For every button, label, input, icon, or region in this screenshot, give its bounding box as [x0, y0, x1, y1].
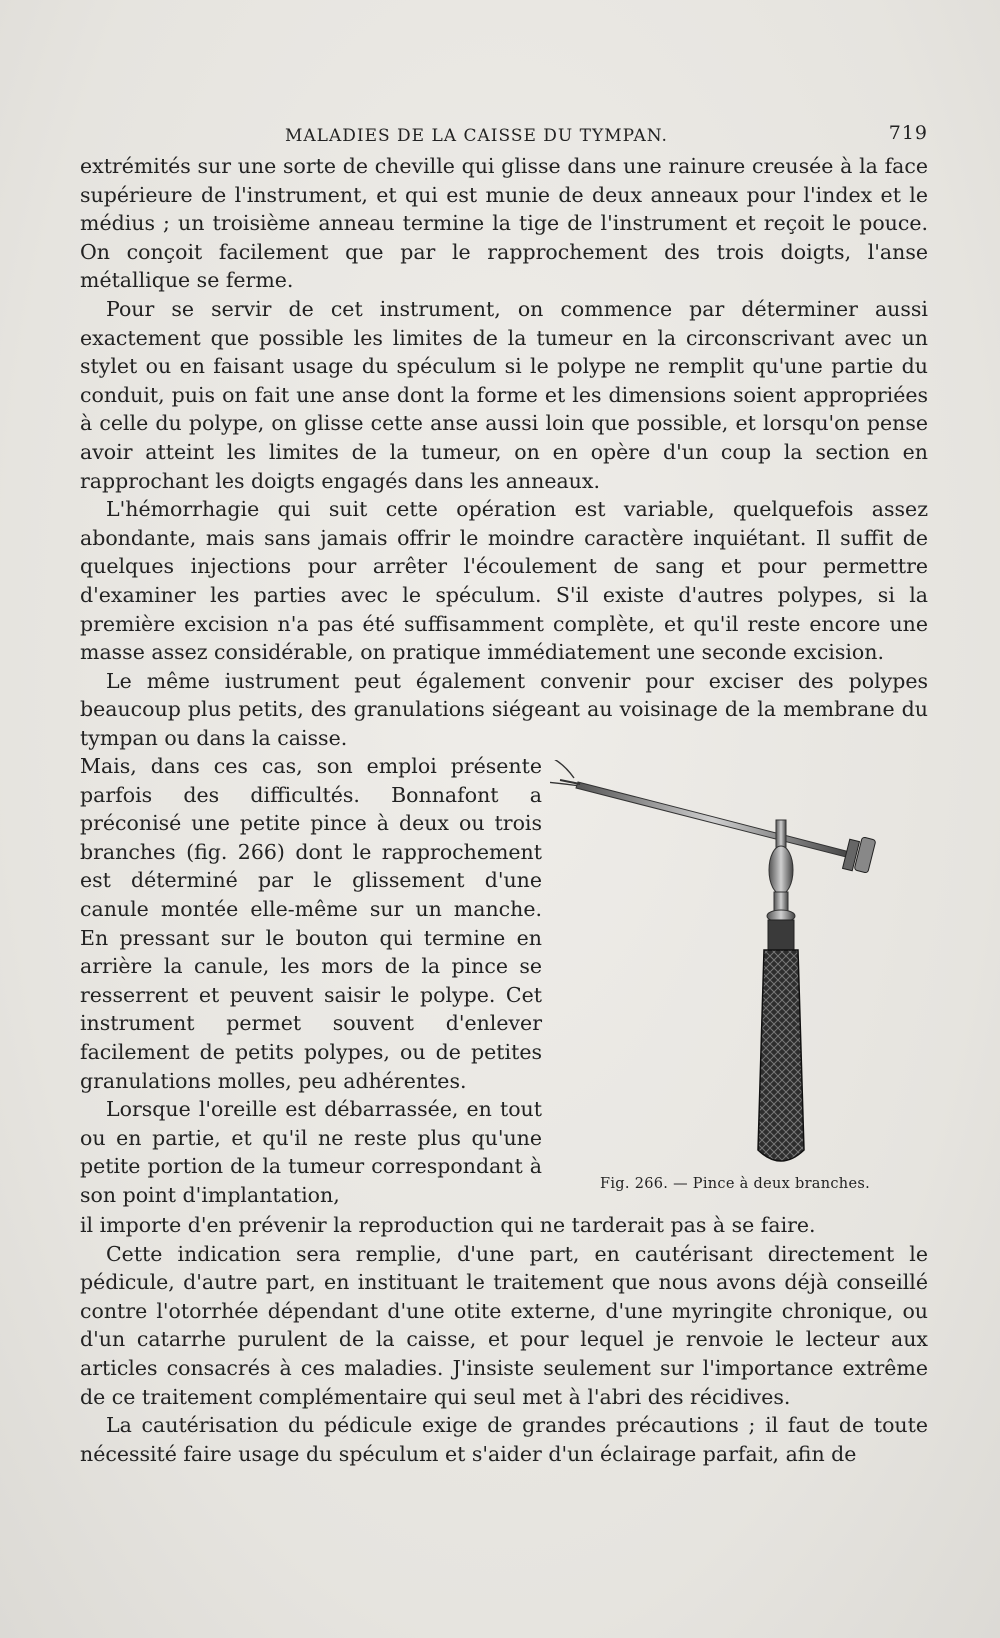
paragraph: L'hémorrhagie qui suit cette opération est variable, quelquefois assez abondante, mais sans jamais offrir le moindre caractère inquiétant. Il suffit de quelques injections pour arrêter l'écoulement de sang et pour permettre d'examiner les parties avec le spéculum. S'il existe d'autres polypes, si la première excision n'a pas été suffisamment complète, et qu'il reste encore une masse assez considérable, on pratique immédiatement une seconde excision.: [80, 497, 928, 665]
paragraph: Mais, dans ces cas, son emploi présente parfois des difficultés. Bonnafont a préconisé une petite pince à deux ou trois branches (fig. 266) dont le rapprochement est déterminé par le glissement d'une canule montée elle-même sur un manche. En pressant sur le bouton qui termine en arrière la canule, les mors de la pince se resserrent et peuvent saisir le polype. Cet instrument permet souvent d'enlever facilement de petits polypes, ou de petites granulations molles, peu adhérentes.: [80, 754, 542, 1093]
paragraph: Lorsque l'oreille est débarrassée, en tout ou en partie, et qu'il ne reste plus qu'une petite portion de la tumeur correspondant à son point d'implantation,: [80, 1097, 542, 1207]
body-text-beside-figure: [80, 752, 542, 1210]
forceps-illustration: [550, 760, 940, 1200]
jaw-upper: [552, 760, 574, 778]
paragraph: extrémités sur une sorte de cheville qui glisse dans une rainure creusée à la face supérieure de l'instrument, et qui est munie de deux anneaux pour l'index et le médius ; un troisième anneau termine la tige de l'instrument et reçoit le pouce. On conçoit facilement que par le rapprochement des trois doigts, l'anse métallique se ferme.: [80, 154, 928, 293]
figure-caption: Fig. 266. — Pince à deux branches.: [600, 1176, 870, 1192]
paragraph: Pour se servir de cet instrument, on commence par déterminer aussi exactement que possible les limites de la tumeur en la circonscrivant avec un stylet ou en faisant usage du spéculum si le polype ne remplit qu'une partie du conduit, puis on fait une anse dont la forme et les dimensions soient appropriées à celle du polype, on glisse cette anse aussi loin que possible, et lorsqu'on pense avoir atteint les limites de la tumeur, on en opère d'un coup la section en rapprochant les doigts engagés dans les anneaux.: [80, 296, 928, 493]
paragraph: Le même iustrument peut également convenir pour exciser des polypes beaucoup plus petits, des granulations siégeant au voisinage de la membrane du tympan ou dans la caisse.: [80, 668, 928, 750]
paragraph: Cette indication sera remplie, d'une part, en cautérisant directement le pédicule, d'autre part, en instituant le traitement que nous avons déjà conseillé contre l'otorrhée dépendant d'une otite externe, d'une myringite chronique, ou d'un catarrhe purulent de la caisse, et pour lequel je renvoie le lecteur aux articles consacrés à ces maladies. J'insiste seulement sur l'importance extrême de ce traitement complémentaire qui seul met à l'abri des récidives.: [80, 1241, 928, 1409]
figure-266: [550, 760, 940, 1200]
body-text-top: [80, 152, 928, 752]
paragraph: La cautérisation du pédicule exige de grandes précautions ; il faut de toute nécessité faire usage du spéculum et s'aider d'un éclairage parfait, afin de: [80, 1413, 928, 1466]
paragraph: il importe d'en prévenir la reproduction qui ne tarderait pas à se faire.: [80, 1213, 816, 1237]
page-header: [80, 122, 928, 152]
body-text-bottom: [80, 1211, 928, 1468]
page-number: 719: [888, 122, 928, 144]
running-title: MALADIES DE LA CAISSE DU TYMPAN.: [285, 126, 668, 146]
